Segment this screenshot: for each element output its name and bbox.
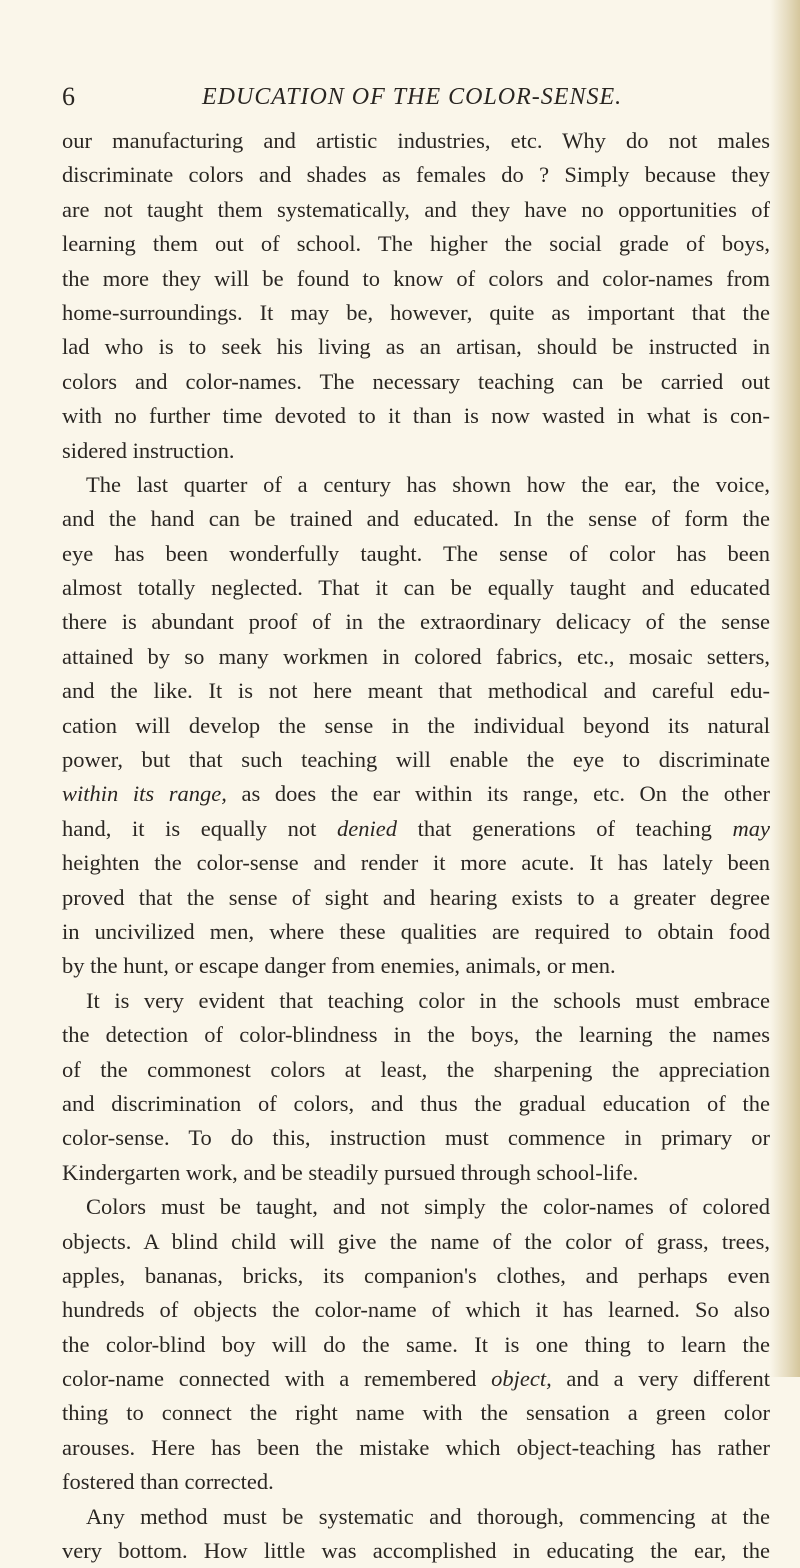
text-line: arouses. Here has been the mistake which object-teaching has rather	[62, 1434, 770, 1460]
text-line: objects. A blind child will give the name of the color of grass, trees,	[62, 1228, 770, 1254]
text-line: color-sense. To do this, instruction must commence in primary or	[62, 1125, 770, 1151]
text-line	[62, 777, 770, 811]
text-line: fostered than corrected.	[62, 1469, 274, 1495]
text-line	[62, 812, 770, 846]
text-line: there is abundant proof of in the extraordinary delicacy of the sense	[62, 609, 770, 635]
text-line: lad who is to seek his living as an artisan, should be instructed in	[62, 334, 770, 360]
text-line: Any method must be systematic and thorough, commencing at the	[86, 1503, 770, 1529]
text-line: eye has been wonderfully taught. The sense of color has been	[62, 540, 770, 566]
text-segment: hand, it is equally not	[62, 815, 337, 841]
text-segment: as does the ear within its range, etc. On the other	[226, 781, 771, 807]
text-line: Kindergarten work, and be steadily pursued through school-life.	[62, 1159, 639, 1185]
text-segment: color-name connected with a remembered	[62, 1366, 492, 1392]
text-line: with no further time devoted to it than is now wasted in what is con-	[62, 403, 770, 429]
text-line: are not taught them systematically, and they have no opportunities of	[62, 196, 770, 222]
running-head	[62, 80, 772, 114]
italic-segment: may	[732, 815, 770, 841]
text-line: and discrimination of colors, and thus the gradual education of the	[62, 1090, 770, 1116]
text-line: in uncivilized men, where these qualities are required to obtain food	[62, 918, 770, 944]
italic-segment: object,	[491, 1366, 552, 1392]
text-line: learning them out of school. The higher the social grade of boys,	[62, 231, 770, 257]
running-title: EDUCATION OF THE COLOR-SENSE.	[202, 84, 623, 110]
text-line: proved that the sense of sight and hearing exists to a greater degree	[62, 884, 770, 910]
text-line: and the like. It is not here meant that methodical and careful edu-	[62, 678, 770, 704]
text-line: colors and color-names. The necessary teaching can be carried out	[62, 368, 770, 394]
text-line: almost totally neglected. That it can be equally taught and educated	[62, 575, 770, 601]
text-segment: that generations of teaching	[396, 815, 733, 841]
text-line: the detection of color-blindness in the boys, the learning the names	[62, 1022, 770, 1048]
body-text	[62, 124, 770, 1568]
text-line: very bottom. How little was accomplished in educating the ear, the	[62, 1538, 770, 1564]
text-line: of the commonest colors at least, the sharpening the appreciation	[62, 1056, 770, 1082]
text-line: cation will develop the sense in the individual beyond its natural	[62, 712, 770, 738]
page-edge-shading	[770, 0, 800, 1377]
italic-segment: denied	[336, 815, 397, 841]
page-number: 6	[62, 82, 75, 111]
text-line: home-surroundings. It may be, however, quite as important that the	[62, 299, 770, 325]
italic-segment: within its range,	[62, 781, 227, 807]
text-line: sidered instruction.	[62, 437, 235, 463]
text-line: hundreds of objects the color-name of which it has learned. So also	[62, 1297, 770, 1323]
text-line: It is very evident that teaching color in the schools must embrace	[86, 987, 770, 1013]
text-line: power, but that such teaching will enable the eye to discriminate	[62, 747, 770, 773]
text-line: the more they will be found to know of colors and color-names from	[62, 265, 770, 291]
text-line: thing to connect the right name with the sensation a green color	[62, 1400, 770, 1426]
text-line: heighten the color-sense and render it more acute. It has lately been	[62, 850, 770, 876]
text-line: The last quarter of a century has shown how the ear, the voice,	[86, 471, 770, 497]
text-line: apples, bananas, bricks, its companion's clothes, and perhaps even	[62, 1262, 770, 1288]
text-line: by the hunt, or escape danger from enemies, animals, or men.	[62, 953, 616, 979]
text-line: discriminate colors and shades as females do ? Simply because they	[62, 162, 770, 188]
text-line: Colors must be taught, and not simply the color-names of colored	[86, 1194, 770, 1220]
text-line: the color-blind boy will do the same. It is one thing to learn the	[62, 1331, 770, 1357]
text-line: attained by so many workmen in colored fabrics, etc., mosaic setters,	[62, 643, 770, 669]
text-line	[62, 1362, 770, 1396]
text-line: and the hand can be trained and educated. In the sense of form the	[62, 506, 770, 532]
text-segment: and a very different	[551, 1366, 771, 1392]
text-line: our manufacturing and artistic industries, etc. Why do not males	[62, 128, 770, 153]
